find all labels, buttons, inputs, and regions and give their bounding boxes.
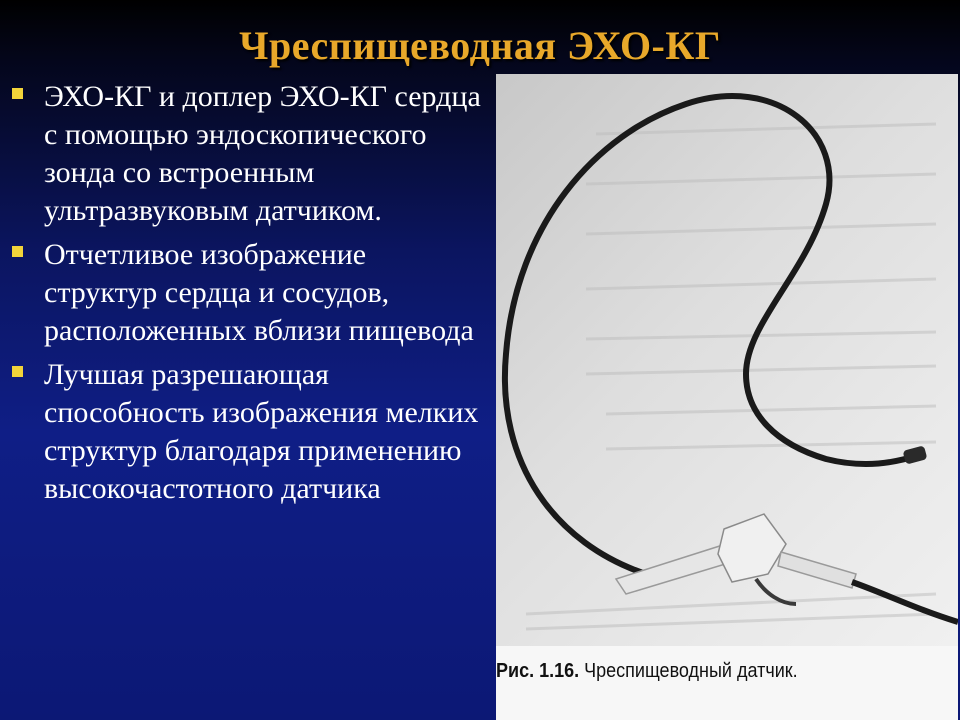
bullet-text: ЭХО-КГ и доплер ЭХО-КГ сердца с помощью эндоскопического зонда со встроенным ультразвуковым датчиком. <box>44 80 481 227</box>
square-bullet-icon <box>12 88 23 99</box>
transesophageal-probe-illustration <box>496 74 958 720</box>
figure-caption-text: Чреспищеводный датчик. <box>584 660 798 682</box>
bullet-text: Лучшая разрешающая способность изображения мелких структур благодаря применению высокочастотного датчика <box>44 358 479 505</box>
probe-photo <box>496 74 958 720</box>
bullet-item <box>8 356 486 508</box>
bullet-text: Отчетливое изображение структур сердца и сосудов, расположенных вблизи пищевода <box>44 238 474 347</box>
caption-background <box>496 646 958 720</box>
square-bullet-icon <box>12 246 23 257</box>
bullet-item <box>8 78 486 230</box>
slide-title: Чреспищеводная ЭХО-КГ <box>239 23 721 68</box>
bullet-item <box>8 236 486 350</box>
bullet-list <box>8 78 486 514</box>
figure-caption <box>496 660 798 683</box>
square-bullet-icon <box>12 366 23 377</box>
figure-caption-label: Рис. 1.16. <box>496 660 580 682</box>
